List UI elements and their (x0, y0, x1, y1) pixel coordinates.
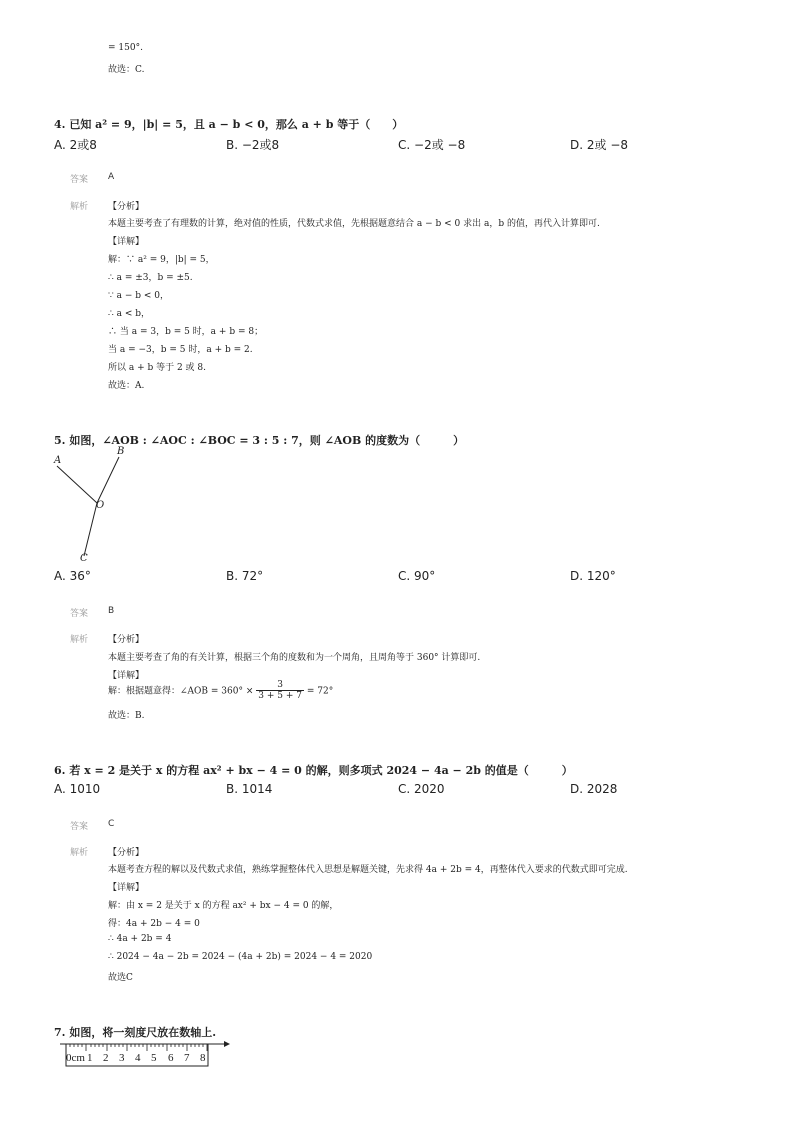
ruler-figure (60, 1040, 230, 1068)
q5-solution-suffix: = 72° (306, 686, 334, 697)
q6-option-a: A. 1010 (54, 782, 101, 796)
ruler-label: 0cm (66, 1052, 85, 1064)
ruler-label: 1 (87, 1052, 93, 1064)
q4-analysis-line: 当 a = −3，b = 5 时，a + b = 2. (108, 345, 253, 355)
q4-option-a: A. 2或8 (54, 138, 97, 152)
q6-answer-label: 答案 (70, 822, 89, 832)
ruler-ticks (66, 1044, 207, 1051)
q6-analysis-line: 本题考查方程的解以及代数式求值，熟练掌握整体代入思想是解题关键，先求得 4a + 2b = 4，再整体代入要求的代数式即可完成. (108, 865, 628, 875)
q4-analysis-line: 【分析】 (108, 202, 145, 212)
q5-analysis-line: 【分析】 (108, 635, 145, 645)
point-a-label: A (54, 455, 62, 466)
ruler-label: 8 (200, 1052, 206, 1064)
q4-option-d: D. 2或 −8 (570, 138, 629, 152)
q5-option-d: D. 120° (570, 569, 616, 583)
point-b-label: B (117, 446, 125, 457)
ray-ob (97, 457, 119, 503)
q6-analysis-line: ∴ 2024 − 4a − 2b = 2024 − (4a + 2b) = 2024 − 4 = 2020 (108, 952, 373, 962)
q5-analysis-line: 本题主要考查了角的有关计算，根据三个角的度数和为一个周角，且周角等于 360° 计算即可. (108, 653, 481, 663)
q6-option-b: B. 1014 (226, 782, 273, 796)
q5-solution-prefix: 解：根据题意得：∠AOB = 360° × (108, 686, 254, 697)
number-axis-arrow-icon (224, 1041, 230, 1047)
ruler-label: 2 (103, 1052, 109, 1064)
q4-analysis-line: ∴ a < b， (108, 309, 150, 319)
q4-analysis-line: ∴ 当 a = 3，b = 5 时，a + b = 8； (108, 327, 264, 337)
q5-answer-label: 答案 (70, 609, 89, 619)
ruler-label: 3 (119, 1052, 125, 1064)
q5-option-b: B. 72° (226, 569, 264, 583)
q4-analysis-line: 解：∵ a² = 9，|b| = 5， (108, 255, 215, 265)
q6-answer: C (108, 819, 115, 829)
q5-angle-figure (50, 448, 140, 568)
prev-solution-line: = 150°. (108, 43, 143, 53)
point-o-label: O (96, 500, 105, 511)
q5-solution-line (108, 680, 333, 702)
q6-analysis-line: 得：4a + 2b − 4 = 0 (108, 919, 200, 929)
ruler-label: 5 (151, 1052, 157, 1064)
q4-analysis-line: 本题主要考查了有理数的计算，绝对值的性质，代数式求值，先根据题意结合 a − b < 0 求出 a，b 的值，再代入计算即可. (108, 219, 600, 229)
q4-analysis-label: 解析 (70, 202, 89, 212)
point-c-label: C (80, 553, 88, 564)
q5-fraction-denominator: 3 + 5 + 7 (258, 691, 302, 702)
q5-fraction (256, 680, 304, 702)
q5-option-c: C. 90° (398, 569, 436, 583)
q5-analysis-label: 解析 (70, 635, 89, 645)
q6-analysis-line: 故选C (108, 973, 133, 983)
q4-analysis-line: 故选：A. (108, 381, 145, 391)
q6-option-c: C. 2020 (398, 782, 445, 796)
q4-analysis-line: ∴ a = ±3，b = ±5. (108, 273, 193, 283)
q6-stem: 6. 若 x = 2 是关于 x 的方程 ax² + bx − 4 = 0 的解，则多项式 2024 − 4a − 2b 的值是（ ） (54, 764, 573, 777)
ruler-label: 7 (184, 1052, 190, 1064)
q4-answer: A (108, 172, 115, 182)
q6-analysis-label: 解析 (70, 848, 89, 858)
ruler-label: 6 (168, 1052, 174, 1064)
ruler-label: 4 (135, 1052, 141, 1064)
q4-analysis-line: 【详解】 (108, 237, 145, 247)
q6-analysis-line: 解：由 x = 2 是关于 x 的方程 ax² + bx − 4 = 0 的解， (108, 901, 339, 911)
q5-stem: 5. 如图，∠AOB : ∠AOC : ∠BOC = 3 : 5 : 7，则 ∠AOB 的度数为（ ） (54, 434, 465, 447)
q5-fraction-numerator: 3 (256, 680, 304, 691)
prev-answer-line: 故选：C. (108, 65, 145, 75)
q5-option-a: A. 36° (54, 569, 91, 583)
q5-analysis-line: 故选：B. (108, 711, 145, 721)
q4-option-b: B. −2或8 (226, 138, 280, 152)
q6-analysis-line: 【分析】 (108, 848, 145, 858)
q4-stem: 4. 已知 a² = 9，|b| = 5，且 a − b < 0，那么 a + b 等于（ ） (54, 118, 404, 131)
q6-option-d: D. 2028 (570, 782, 618, 796)
q6-analysis-line: ∴ 4a + 2b = 4 (108, 934, 172, 944)
q7-stem: 7. 如图，将一刻度尺放在数轴上. (54, 1026, 217, 1039)
q4-option-c: C. −2或 −8 (398, 138, 466, 152)
ray-oa (57, 466, 97, 503)
q4-analysis-line: 所以 a + b 等于 2 或 8. (108, 363, 207, 373)
q5-answer: B (108, 606, 115, 616)
q5-analysis-line: 【详解】 (108, 671, 145, 681)
q4-analysis-line: ∵ a − b < 0， (108, 291, 169, 301)
q6-analysis-line: 【详解】 (108, 883, 145, 893)
q4-answer-label: 答案 (70, 175, 89, 185)
